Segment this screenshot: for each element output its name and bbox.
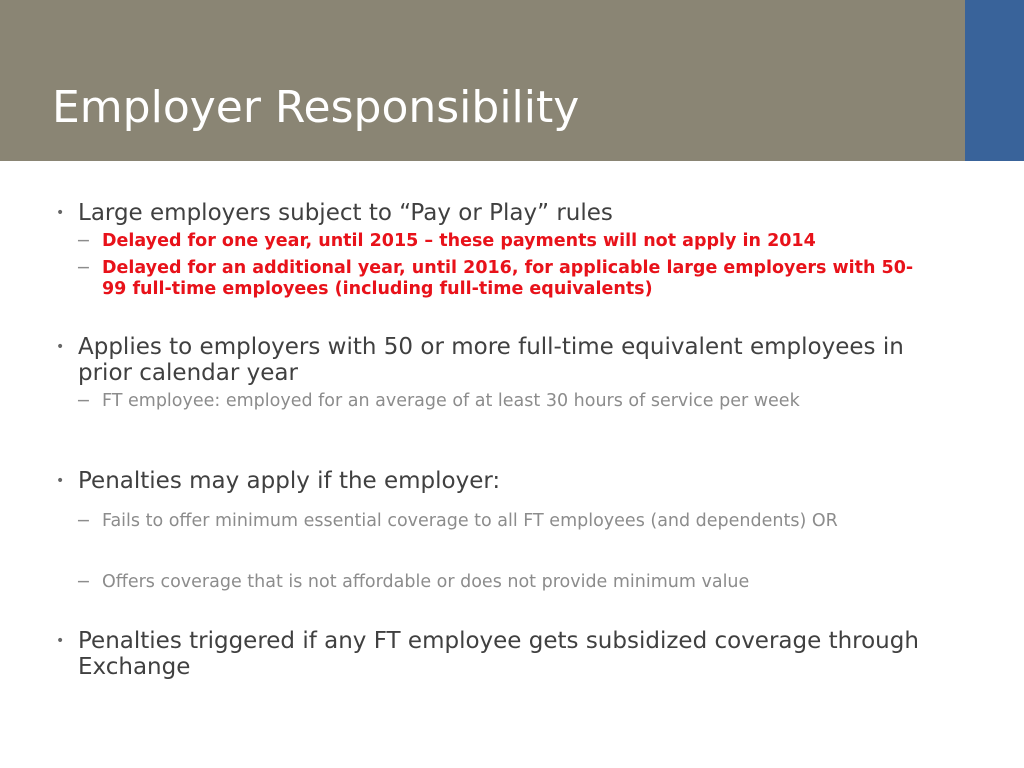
bullet-icon: •: [56, 339, 65, 355]
sub-bullet-text: Offers coverage that is not affordable or does not provide minimum value: [102, 572, 750, 592]
dash-icon: −: [76, 511, 91, 531]
bullet-item: [56, 334, 958, 386]
sub-bullet-text: Fails to offer minimum essential coverage to all FT employees (and dependents) OR: [102, 511, 838, 531]
bullet-item: [56, 468, 958, 494]
sub-bullet-text: Delayed for an additional year, until 2016, for applicable large employers with 50-99 full-time employees (including full-time equivalents): [102, 258, 914, 299]
sub-bullet-item: [76, 231, 932, 252]
sub-bullet-item: [76, 391, 932, 412]
dash-icon: −: [76, 258, 91, 278]
bullet-text: Large employers subject to “Pay or Play” rules: [78, 200, 613, 226]
sub-bullet-text: FT employee: employed for an average of at least 30 hours of service per week: [102, 391, 800, 411]
bullet-icon: •: [56, 205, 65, 221]
bullet-item: [56, 628, 958, 680]
dash-icon: −: [76, 231, 91, 251]
bullet-text: Applies to employers with 50 or more full-time equivalent employees in prior calendar year: [78, 334, 904, 386]
sub-bullet-item: [76, 511, 932, 532]
dash-icon: −: [76, 572, 91, 592]
bullet-icon: •: [56, 473, 65, 489]
bullet-icon: •: [56, 633, 65, 649]
sub-bullet-text: Delayed for one year, until 2015 – these payments will not apply in 2014: [102, 231, 816, 251]
dash-icon: −: [76, 391, 91, 411]
sub-bullet-item: [76, 572, 932, 593]
bullet-text: Penalties may apply if the employer:: [78, 468, 501, 494]
bullet-text: Penalties triggered if any FT employee gets subsidized coverage through Exchange: [78, 628, 919, 680]
slide-title: Employer Responsibility: [52, 82, 580, 133]
bullet-item: [56, 200, 958, 226]
sub-bullet-item: [76, 258, 932, 300]
